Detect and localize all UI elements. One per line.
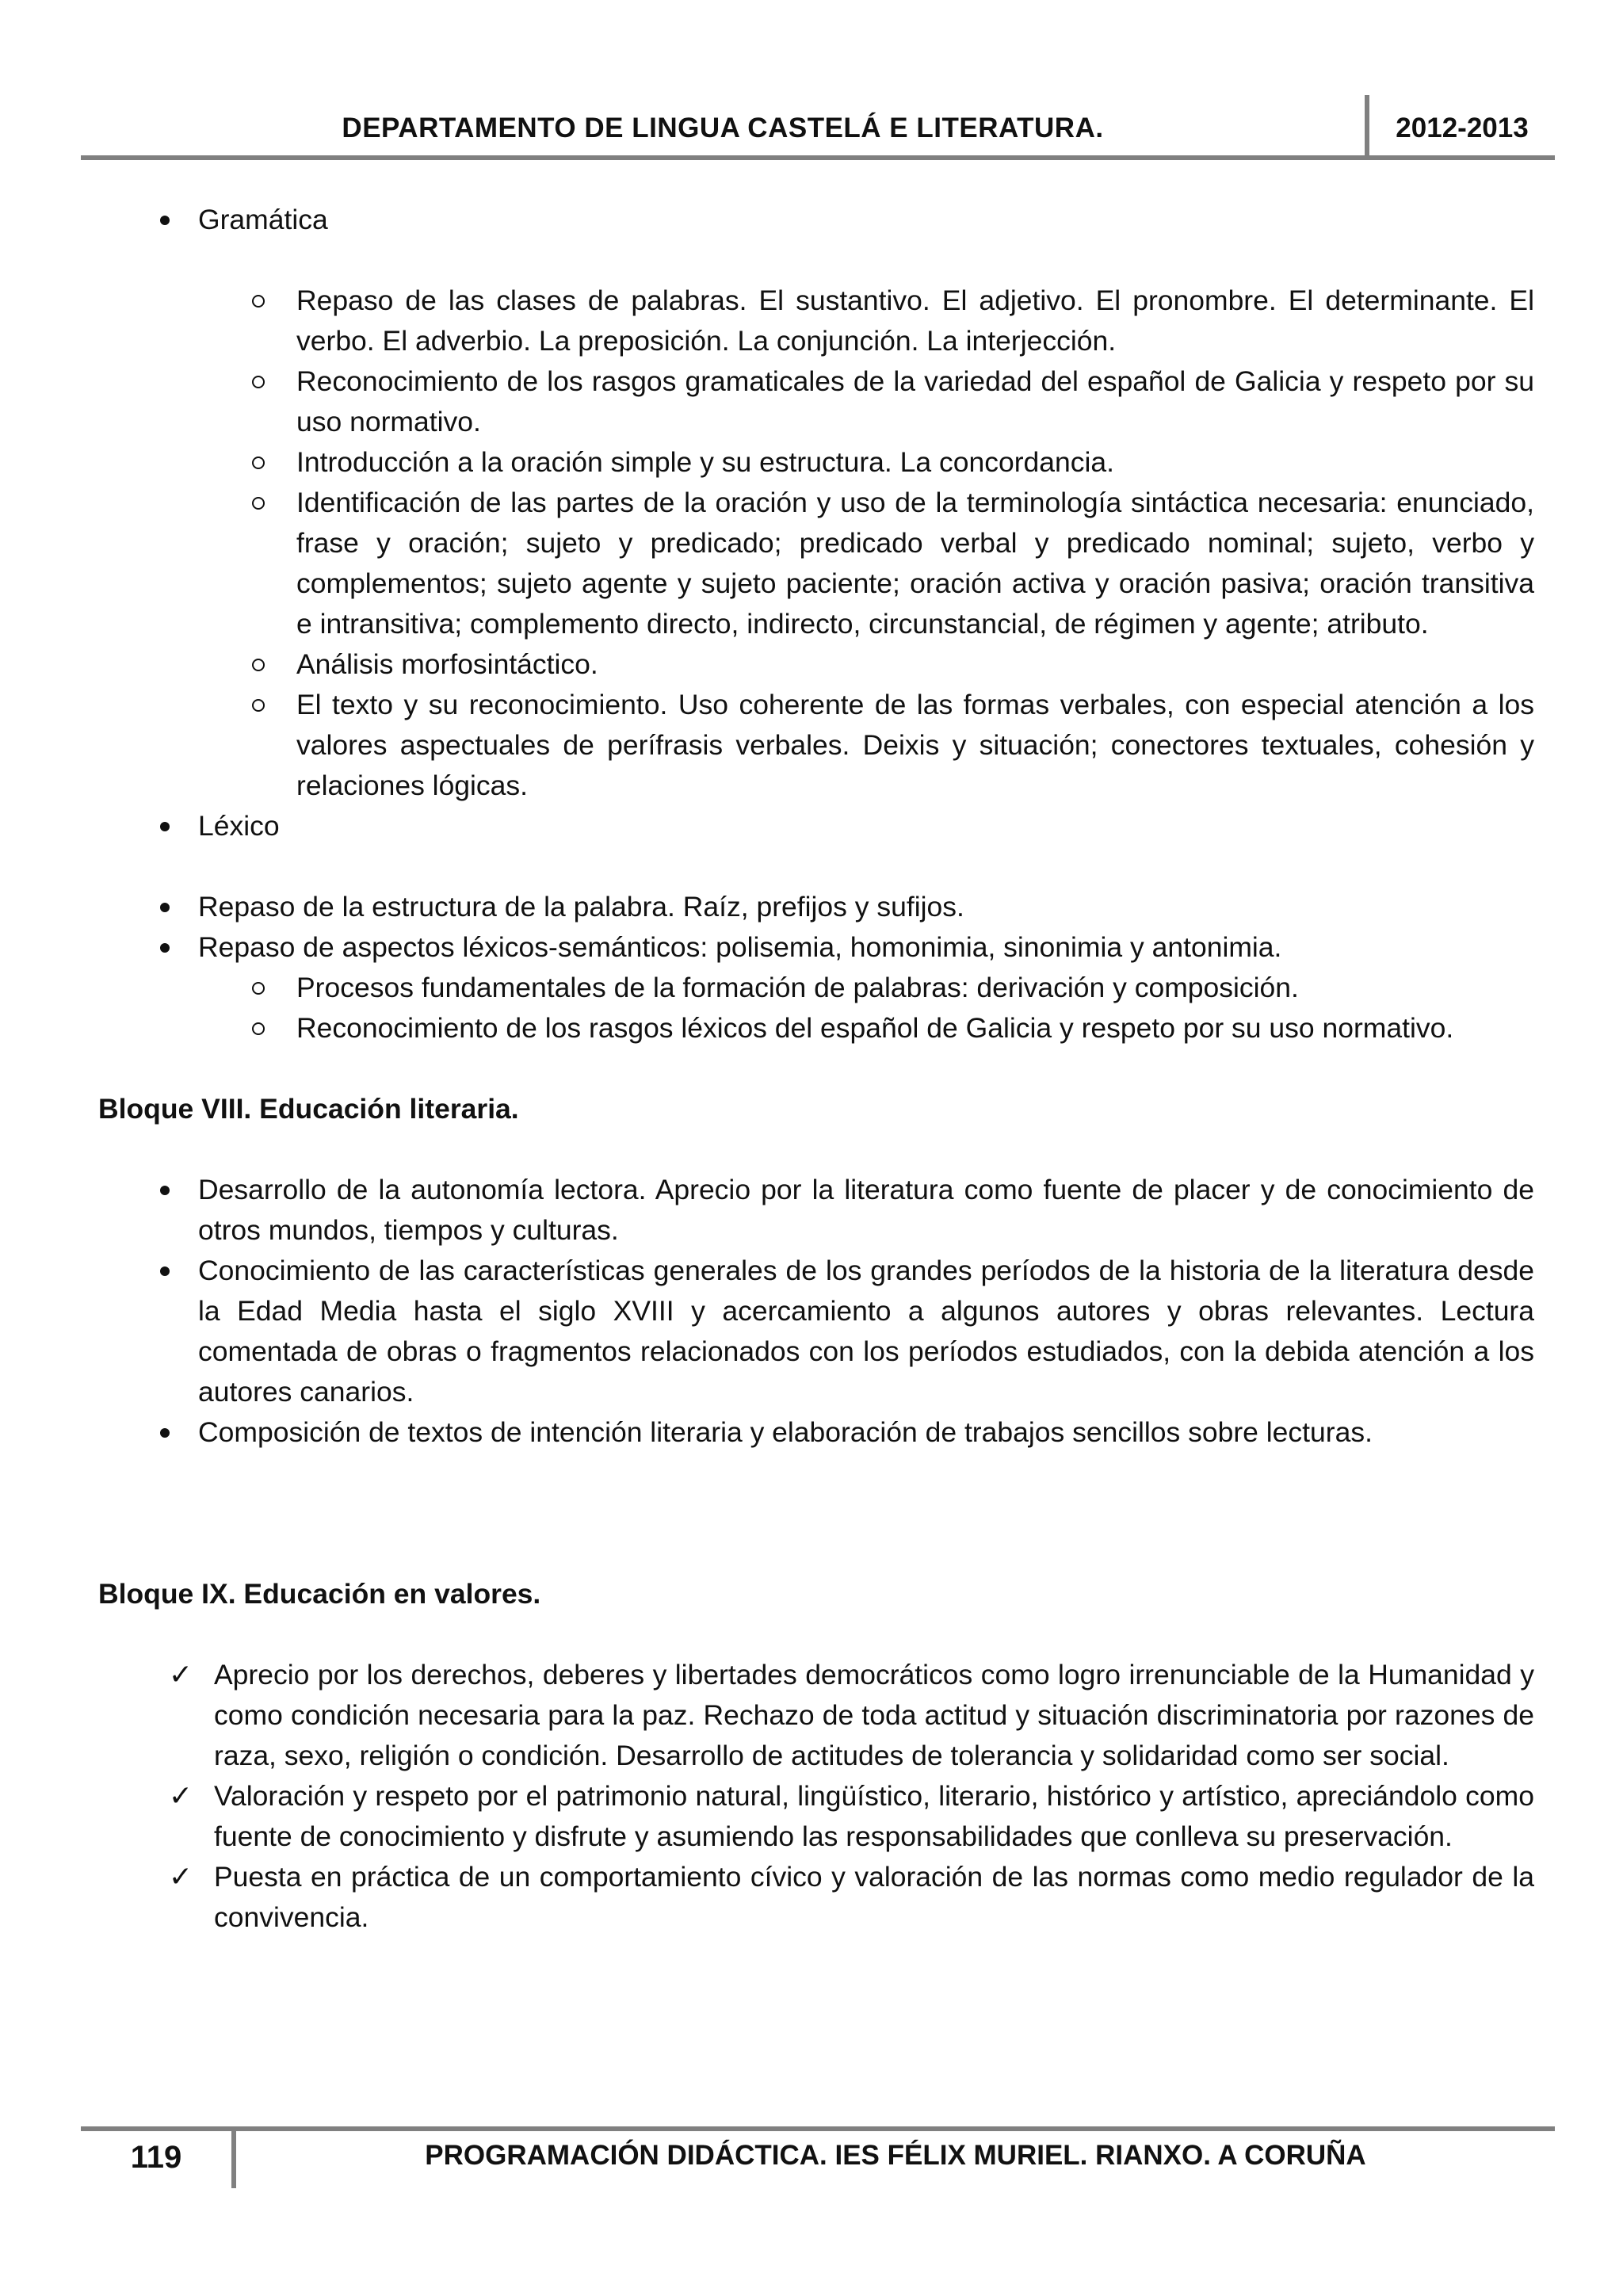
page-header [81, 95, 1555, 159]
circle-bullet-icon [242, 361, 274, 402]
lexico-list [98, 887, 1534, 1049]
bullet-icon [149, 200, 181, 240]
bullet-icon [149, 927, 181, 968]
bullet-icon [149, 1170, 181, 1210]
gramatica-list [98, 281, 1534, 806]
gramatica-label: Gramática [198, 204, 328, 235]
page-content [98, 200, 1534, 1938]
list-item [98, 806, 1534, 846]
checkmark-icon: ✓ [168, 1861, 193, 1893]
bullet-icon [149, 887, 181, 927]
list-item [98, 200, 1534, 240]
circle-bullet-icon [242, 685, 274, 725]
circle-bullet-icon [242, 281, 274, 321]
page-number: 119 [130, 2140, 182, 2175]
header-title: DEPARTAMENTO DE LINGUA CASTELÁ E LITERATURA. [342, 113, 1104, 143]
footer-rule [81, 2126, 1555, 2131]
bullet-icon [149, 1412, 181, 1453]
list-item: Repaso de la estructura de la palabra. Raíz, prefijos y sufijos. [98, 887, 1534, 927]
footer-text: PROGRAMACIÓN DIDÁCTICA. IES FÉLIX MURIEL. RIANXO. A CORUÑA [425, 2140, 1366, 2171]
list-item: Análisis morfosintáctico. [98, 644, 1534, 685]
list-item: ✓ Puesta en práctica de un comportamiento cívico y valoración de las normas como medio regulador de la convivencia. [98, 1857, 1534, 1938]
bullet-icon [149, 806, 181, 846]
circle-bullet-icon [242, 1008, 274, 1049]
header-year: 2012-2013 [1396, 113, 1529, 143]
list-item: Introducción a la oración simple y su estructura. La concordancia. [98, 442, 1534, 483]
header-rule [81, 155, 1555, 160]
circle-bullet-icon [242, 483, 274, 523]
list-item: El texto y su reconocimiento. Uso coherente de las formas verbales, con especial atención a los valores aspectuales de perífrasis verbales. Deixis y situación; conectores textuales, cohesión y relaciones lógicas. [98, 685, 1534, 806]
list-item: Repaso de las clases de palabras. El sustantivo. El adjetivo. El pronombre. El determinante. El verbo. El adverbio. La preposición. La conjunción. La interjección. [98, 281, 1534, 361]
list-item: Procesos fundamentales de la formación de palabras: derivación y composición. [98, 968, 1534, 1008]
lexico-section [98, 806, 1534, 846]
circle-bullet-icon [242, 442, 274, 483]
list-item: ✓ Valoración y respeto por el patrimonio natural, lingüístico, literario, histórico y artístico, apreciándolo como fuente de conocimiento y disfrute y asumiendo las responsabilidades que conlleva su preservación. [98, 1776, 1534, 1857]
list-item: Reconocimiento de los rasgos léxicos del español de Galicia y respeto por su uso normativo. [98, 1008, 1534, 1049]
gramatica-section [98, 200, 1534, 240]
circle-bullet-icon [242, 968, 274, 1008]
bloque-viii-heading: Bloque VIII. Educación literaria. [98, 1093, 519, 1125]
list-item: ✓ Aprecio por los derechos, deberes y libertades democráticos como logro irrenunciable de la Humanidad y como condición necesaria para la paz. Rechazo de toda actitud y situación discriminatoria por razones de raza, sexo, religión o condición. Desarrollo de actitudes de tolerancia y solidaridad como ser social. [98, 1655, 1534, 1776]
checkmark-icon: ✓ [168, 1659, 193, 1691]
bullet-icon [149, 1251, 181, 1291]
bloque-ix-heading: Bloque IX. Educación en valores. [98, 1578, 541, 1610]
checkmark-icon: ✓ [168, 1780, 193, 1813]
list-item: Repaso de aspectos léxicos-semánticos: polisemia, homonimia, sinonimia y antonimia. [98, 927, 1534, 968]
list-item: Identificación de las partes de la oración y uso de la terminología sintáctica necesaria: enunciado, frase y oración; sujeto y predicado; predicado verbal y predicado nominal; sujeto, verbo y complementos; sujeto agente y sujeto paciente; oración activa y oración pasiva; oración transitiva e intransitiva; complemento directo, indirecto, circunstancial, de régimen y agente; atributo. [98, 483, 1534, 644]
lexico-label: Léxico [198, 810, 280, 842]
list-item: Reconocimiento de los rasgos gramaticales de la variedad del español de Galicia y respeto por su uso normativo. [98, 361, 1534, 442]
bloque-ix-list [98, 1655, 1534, 1938]
bloque-viii-list [98, 1170, 1534, 1453]
list-item: Conocimiento de las características generales de los grandes períodos de la historia de la literatura desde la Edad Media hasta el siglo XVIII y acercamiento a algunos autores y obras relevantes. Lectura comentada de obras o fragmentos relacionados con los períodos estudiados, con la debida atención a los autores canarios. [98, 1251, 1534, 1412]
circle-bullet-icon [242, 644, 274, 685]
list-item: Desarrollo de la autonomía lectora. Aprecio por la literatura como fuente de placer y de conocimiento de otros mundos, tiempos y culturas. [98, 1170, 1534, 1251]
list-item: Composición de textos de intención literaria y elaboración de trabajos sencillos sobre lecturas. [98, 1412, 1534, 1453]
